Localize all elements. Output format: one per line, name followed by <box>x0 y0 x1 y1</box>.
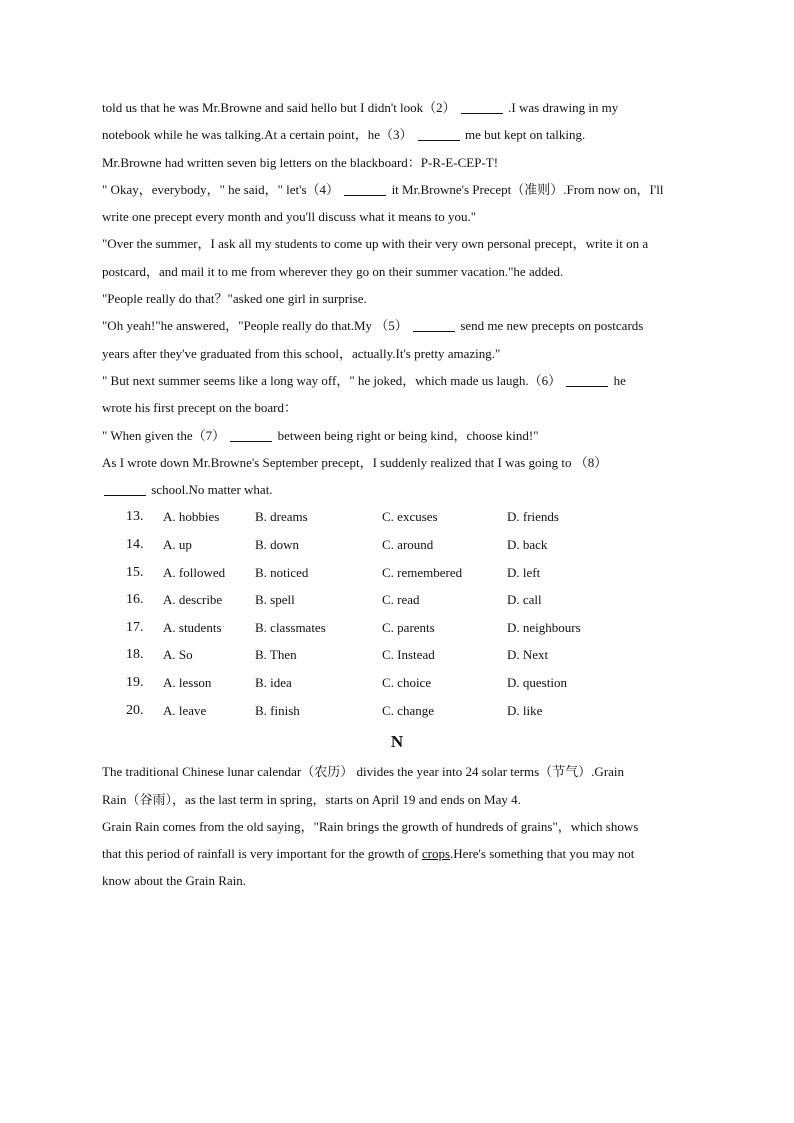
answer-blank <box>413 317 455 332</box>
text-segment: he <box>610 372 626 388</box>
passage-line <box>102 312 702 339</box>
text-segment: write one precept every month and you'll discuss what it means to you." <box>102 209 477 225</box>
passage-line <box>102 149 702 176</box>
option-a: A. leave <box>163 702 207 718</box>
text-segment: " When given the（7） <box>102 427 229 443</box>
question-row <box>102 559 702 587</box>
text-segment: years after they've graduated from this school，actually.It's pretty amazing." <box>102 345 501 361</box>
answer-blank <box>461 99 503 114</box>
question-row <box>102 641 702 669</box>
answer-blank <box>104 481 146 496</box>
text-segment: postcard，and mail it to me from wherever they go on their summer vacation."he added. <box>102 263 564 279</box>
option-c: C. remembered <box>382 564 463 580</box>
option-d: D. Next <box>507 647 549 663</box>
question-number: 14. <box>126 537 144 553</box>
text-segment: As I wrote down Mr.Browne's September precept，I suddenly realized that I was going to （8） <box>102 454 608 470</box>
question-row <box>102 503 702 531</box>
answer-blank <box>344 181 386 196</box>
text-segment: " Okay，everybody，" he said，" let's（4） <box>102 181 343 197</box>
option-a: A. followed <box>163 564 226 580</box>
option-a: A. students <box>163 619 222 635</box>
passage-line <box>102 367 702 394</box>
cloze-passage <box>102 94 702 503</box>
passage-line <box>102 476 702 503</box>
underlined-word: crops <box>421 846 451 862</box>
option-c: C. change <box>382 702 434 718</box>
question-number: 19. <box>126 675 144 691</box>
passage-line: Rain（谷雨），as the last term in spring，starts on April 19 and ends on May 4. <box>102 791 521 807</box>
text-segment: .Here's something that you may not <box>450 846 635 862</box>
passage-line <box>102 394 702 421</box>
option-b: B. finish <box>255 702 300 718</box>
passage-line <box>102 94 702 121</box>
text-segment: notebook while he was talking.At a certain point，he（3） <box>102 127 416 143</box>
question-row <box>102 697 702 725</box>
passage-line <box>102 422 702 449</box>
section-title: N <box>390 732 404 752</box>
question-row <box>102 586 702 614</box>
option-b: B. idea <box>255 675 292 691</box>
option-c: C. around <box>382 537 434 553</box>
passage-line <box>102 203 702 230</box>
text-segment: Mr.Browne had written seven big letters on the blackboard：P-R-E-CEP-T! <box>102 154 499 170</box>
option-b: B. spell <box>255 592 295 608</box>
question-row <box>102 669 702 697</box>
option-a: A. up <box>163 537 192 553</box>
passage-line: know about the Grain Rain. <box>102 873 247 889</box>
text-segment: told us that he was Mr.Browne and said hello but I didn't look（2） <box>102 100 459 115</box>
passage-line <box>102 285 702 312</box>
option-c: C. choice <box>382 675 432 691</box>
option-d: D. neighbours <box>507 619 581 635</box>
passage-line <box>102 258 702 285</box>
text-segment: "Over the summer，I ask all my students to come up with their very own personal precept，write it on a <box>102 236 649 252</box>
option-b: B. classmates <box>255 619 326 635</box>
question-number: 13. <box>126 509 144 525</box>
option-c: C. excuses <box>382 509 438 525</box>
question-row <box>102 531 702 559</box>
text-segment: it Mr.Browne's Precept（准则）.From now on，I'll <box>388 181 664 197</box>
passage-line <box>102 230 702 257</box>
option-c: C. Instead <box>382 647 435 663</box>
text-segment: " But next summer seems like a long way off，" he joked，which made us laugh.（6） <box>102 372 565 388</box>
question-number: 15. <box>126 564 144 580</box>
text-segment: "Oh yeah!"he answered，"People really do that.My （5） <box>102 318 412 334</box>
passage-line <box>102 449 702 476</box>
passage-line: The traditional Chinese lunar calendar（农历） divides the year into 24 solar terms（节气）.Grain <box>102 764 625 780</box>
text-segment: that this period of rainfall is very important for the growth of <box>102 846 422 862</box>
text-segment: me but kept on talking. <box>461 127 586 143</box>
answer-blank <box>418 126 460 141</box>
text-segment: wrote his first precept on the board： <box>102 400 297 416</box>
option-b: B. dreams <box>255 509 308 525</box>
option-c: C. parents <box>382 619 435 635</box>
text-segment: between being right or being kind，choose kind!" <box>274 427 539 443</box>
option-d: D. friends <box>507 509 559 525</box>
question-options <box>102 503 702 724</box>
answer-blank <box>566 372 608 387</box>
option-d: D. back <box>507 537 548 553</box>
option-c: C. read <box>382 592 420 608</box>
option-b: B. noticed <box>255 564 309 580</box>
passage-line <box>102 176 702 203</box>
question-row <box>102 614 702 642</box>
text-segment: send me new precepts on postcards <box>457 318 644 334</box>
option-d: D. like <box>507 702 543 718</box>
document-page <box>102 94 702 895</box>
option-a: A. So <box>163 647 193 663</box>
text-segment: school.No matter what. <box>148 482 273 498</box>
question-number: 18. <box>126 647 144 663</box>
option-d: D. call <box>507 592 542 608</box>
question-number: 20. <box>126 702 144 718</box>
option-a: A. describe <box>163 592 223 608</box>
text-segment: .I was drawing in my <box>504 100 619 115</box>
text-segment: "People really do that？"asked one girl in surprise. <box>102 291 367 307</box>
passage-line <box>102 121 702 148</box>
answer-blank <box>230 427 272 442</box>
option-a: A. hobbies <box>163 509 220 525</box>
option-d: D. left <box>507 564 541 580</box>
passage-line <box>102 340 702 367</box>
section-n-passage <box>102 758 702 894</box>
option-d: D. question <box>507 675 567 691</box>
question-number: 17. <box>126 619 144 635</box>
passage-line <box>102 840 702 867</box>
option-b: B. down <box>255 537 300 553</box>
question-number: 16. <box>126 592 144 608</box>
passage-line: Grain Rain comes from the old saying，"Rain brings the growth of hundreds of grains"，which shows <box>102 818 639 834</box>
option-b: B. Then <box>255 647 297 663</box>
option-a: A. lesson <box>163 675 212 691</box>
